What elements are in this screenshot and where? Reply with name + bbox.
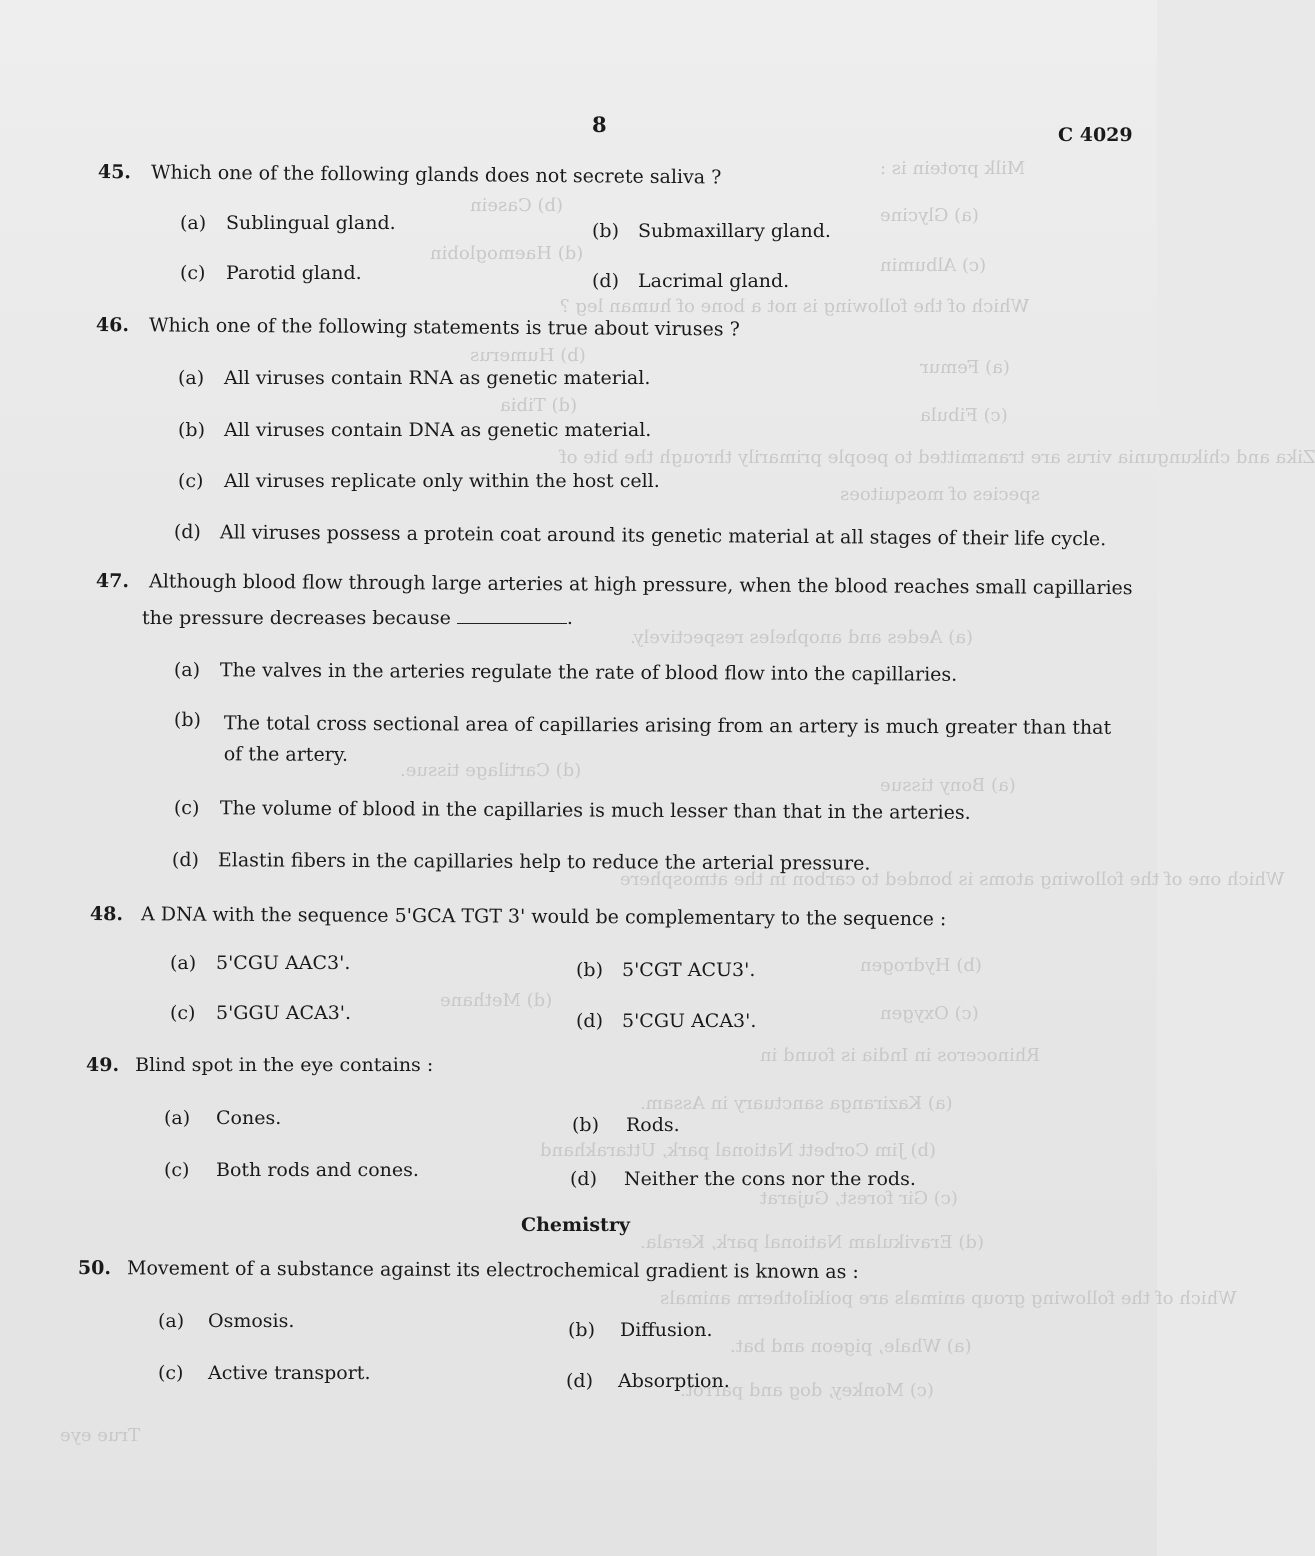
- option-47-c: [174, 796, 971, 825]
- paper-code: C 4029: [1058, 124, 1133, 146]
- option-label: (b): [178, 419, 205, 441]
- option-text: Osmosis.: [208, 1310, 295, 1332]
- option-label: (b): [173, 709, 201, 732]
- option-text: All viruses replicate only within the host cell.: [224, 470, 660, 492]
- option-46-b: [178, 418, 651, 442]
- option-45-d: [592, 269, 789, 293]
- option-text: Lacrimal gland.: [638, 270, 790, 292]
- option-47-a: [174, 658, 957, 687]
- option-text: 5'CGT ACU3'.: [622, 959, 756, 981]
- option-text: 5'CGU ACA3'.: [622, 1010, 757, 1032]
- option-label: (c): [178, 470, 204, 492]
- option-text: Cones.: [216, 1107, 282, 1129]
- option-46-a: [178, 366, 650, 390]
- option-text: Sublingual gland.: [226, 212, 396, 234]
- question-text-line2: the pressure decreases because: [142, 607, 451, 629]
- question-47: [96, 569, 1133, 600]
- page-number: 8: [592, 112, 607, 137]
- option-label: (a): [173, 659, 201, 682]
- option-45-a: [180, 211, 396, 235]
- question-text: Blind spot in the eye contains :: [135, 1054, 434, 1076]
- question-number: 50.: [77, 1257, 112, 1280]
- option-label: (b): [576, 959, 603, 981]
- option-text: Both rods and cones.: [216, 1159, 419, 1181]
- option-50-d: [566, 1369, 730, 1393]
- option-text: 5'GGU ACA3'.: [216, 1002, 352, 1024]
- question-48: [90, 902, 947, 931]
- option-49-a: [164, 1106, 281, 1130]
- option-49-c: [164, 1158, 419, 1182]
- option-text: Parotid gland.: [226, 262, 362, 284]
- question-text: A DNA with the sequence 5'GCA TGT 3' would be complementary to the sequence :: [140, 903, 947, 931]
- option-49-b: [572, 1113, 680, 1137]
- question-50: [78, 1256, 859, 1284]
- option-label: (d): [566, 1370, 593, 1392]
- option-45-b: [592, 219, 831, 243]
- option-45-c: [180, 261, 362, 285]
- option-50-c: [158, 1361, 370, 1385]
- option-50-a: [158, 1309, 294, 1333]
- option-46-d: [174, 520, 1106, 551]
- question-number: 47.: [95, 570, 130, 593]
- option-label: (a): [158, 1310, 185, 1332]
- question-text: Which one of the following statements is true about viruses ?: [148, 314, 740, 341]
- question-46: [96, 313, 740, 341]
- option-50-b: [568, 1318, 713, 1342]
- option-text: All viruses contain DNA as genetic material.: [224, 419, 652, 441]
- question-text: Which one of the following glands does not secrete saliva ?: [150, 161, 722, 189]
- option-label: (c): [173, 797, 200, 820]
- option-46-c: [178, 469, 660, 493]
- option-text: All viruses possess a protein coat around its genetic material at all stages of their life cycle.: [219, 521, 1107, 551]
- question-text: Movement of a substance against its electrochemical gradient is known as :: [126, 1257, 859, 1284]
- option-text: Elastin fibers in the capillaries help to reduce the arterial pressure.: [217, 849, 871, 875]
- option-label: (d): [592, 270, 619, 292]
- option-label: (c): [158, 1362, 184, 1384]
- option-text: The total cross sectional area of capillaries arising from an artery is much greater than that of the artery.: [223, 712, 1112, 766]
- option-47-d: [172, 848, 871, 876]
- option-text: Active transport.: [208, 1362, 371, 1384]
- option-label: (d): [570, 1168, 597, 1190]
- question-number: 48.: [89, 903, 124, 926]
- option-text: All viruses contain RNA as genetic material.: [224, 367, 651, 389]
- option-label: (d): [173, 520, 201, 544]
- option-48-c: [170, 1001, 351, 1025]
- option-label: (a): [178, 367, 205, 389]
- exam-page: Milk protein is : (a) Glycine (b) Casein (c) Albumin (d) Haemoglobin Which of the following is not a bone of human leg ? (a) Femur (b) Humerus (c) Fibula (d) Tibia Zika and chikungunia virus are transmitted to people primarily through the bite of species of mosquitoes (a) Aedes and anopheles respectively. (d) Cartilage tissue. (a) Bony tissue Which one of the following atoms is bonded to carbon in the atmosphere (b) Hydrogen (d) Methane (c) Oxygen Rhinoceros in India is found in (a) Kaziranga sanctuary in Assam. (b) Jim Corbett National park, Uttarakhand (c) Gir forest, Gujarat (d) Eravikulam National park, Kerala. Which of the following group animals are poikilotherm animals (a) Whale, pigeon and bat. (c) Monkey, dog and parrot. True eye 8 C 4029 45. Which one of the following glands does not secrete saliva ? (a) Sublingual gland. (b) Submaxillary gland. (c) Parotid gland. (d) Lacrimal gland. 46. Which one of the following statements is true about viruses ? (a) All viruses contain RNA as genetic material. (b) All viruses contain DNA as genetic material. (c) All viruses replicate only within the host cell. (d) All viruses possess a protein coat around its genetic material at all stages of their life cycle. 47. Although blood flow through large arteries at high pressure, when the blood reaches small capillaries the pressure decreases because . (a) The valves in the arteries regulate the rate of blood flow into the capillaries. (b) The total cross sectional area of capillaries arising from an artery is much greater than that of the artery. (c) The volume of blood in the capillaries is much lesser than that in the arteries. (d) Elastin fibers in the capillaries help to reduce the arterial pressure. 48. A DNA with the sequence 5'GCA TGT 3' would be complementary to the sequence : (a) 5'CGU AAC3'. (b) 5'CGT ACU3'. (c) 5'GGU ACA3'. (d) 5'CGU ACA3'. 49. Blind spot in the eye contains : (a) Cones. (b) Rods. (c) Both rods and cones. (d) Neither the cons nor the rods. Chemistry 50. Movement of a substance against its electrochemical gradient is known as : (a) Osmosis. (b) Diffusion. (c) Active transport. (d) Absorption.: [0, 0, 1157, 1556]
- option-label: (a): [180, 212, 207, 234]
- option-label: (a): [164, 1107, 191, 1129]
- option-47-b: [174, 708, 1124, 775]
- option-label: (b): [572, 1114, 599, 1136]
- option-label: (d): [171, 849, 199, 872]
- option-label: (c): [164, 1159, 190, 1181]
- option-48-a: [170, 951, 350, 975]
- question-49: [86, 1053, 433, 1077]
- option-text: The valves in the arteries regulate the rate of blood flow into the capillaries.: [219, 659, 958, 686]
- option-text: Rods.: [626, 1114, 680, 1136]
- option-text: Diffusion.: [620, 1319, 713, 1341]
- option-text: 5'CGU AAC3'.: [216, 952, 351, 974]
- option-label: (c): [180, 262, 206, 284]
- option-48-b: [576, 958, 755, 982]
- question-number: 45.: [97, 160, 132, 184]
- question-45: [98, 160, 722, 189]
- option-49-d: [570, 1167, 916, 1191]
- question-number: 49.: [86, 1054, 120, 1076]
- option-label: (d): [576, 1010, 603, 1032]
- question-47-continued: the pressure decreases because .: [142, 607, 573, 629]
- answer-blank: [457, 609, 567, 624]
- option-text: Absorption.: [618, 1370, 730, 1392]
- section-heading: Chemistry: [521, 1214, 630, 1236]
- option-text: The volume of blood in the capillaries is much lesser than that in the arteries.: [219, 797, 971, 824]
- option-label: (b): [568, 1319, 595, 1341]
- question-text-line1: Although blood flow through large arteries at high pressure, when the blood reaches small capillaries: [148, 570, 1133, 600]
- option-text: Neither the cons nor the rods.: [624, 1168, 916, 1190]
- option-label: (c): [170, 1002, 196, 1024]
- option-text: Submaxillary gland.: [638, 220, 831, 242]
- option-label: (b): [592, 220, 619, 242]
- question-number: 46.: [95, 313, 130, 337]
- option-label: (a): [170, 952, 197, 974]
- option-48-d: [576, 1009, 756, 1033]
